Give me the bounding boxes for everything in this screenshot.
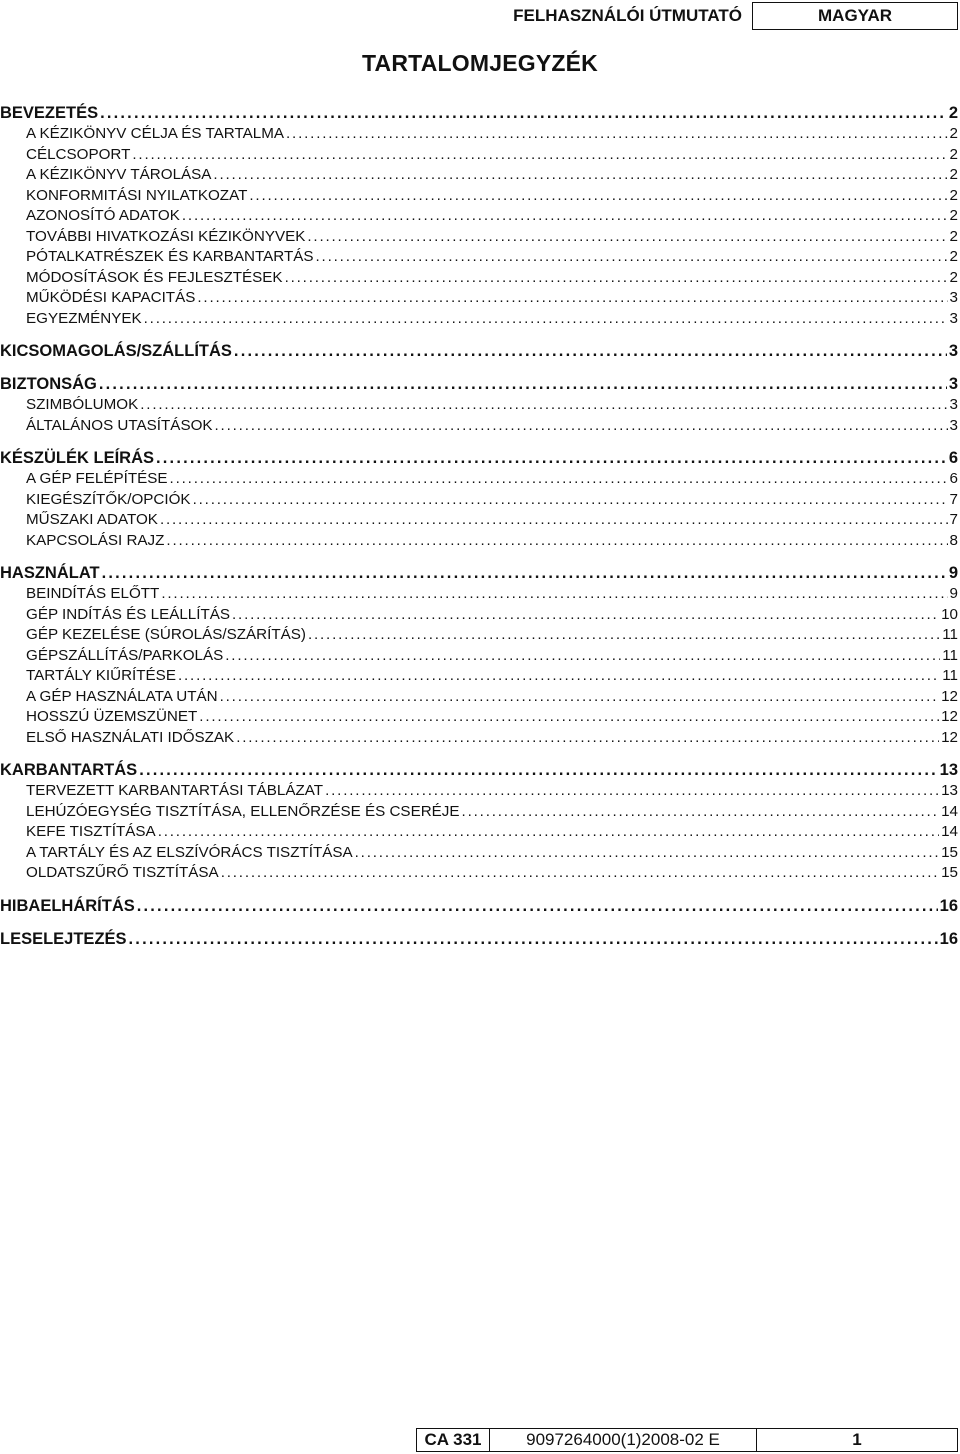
toc-entry-label: A GÉP FELÉPÍTÉSE (26, 469, 170, 490)
toc-entry-label: AZONOSÍTÓ ADATOK (26, 206, 182, 227)
toc-leader-dots (144, 309, 948, 330)
toc-section[interactable] (0, 447, 958, 469)
toc-entry-page: 15 (939, 843, 958, 864)
toc-entry-label: MÓDOSÍTÁSOK ÉS FEJLESZTÉSEK (26, 268, 285, 289)
toc-leader-dots (355, 843, 939, 864)
toc-entry-label: MŰSZAKI ADATOK (26, 510, 160, 531)
page-header (503, 2, 958, 30)
toc-entry-page: 13 (939, 781, 958, 802)
toc-entry-page: 2 (948, 145, 958, 166)
toc-leader-dots (158, 822, 939, 843)
toc-entry-page: 2 (948, 186, 958, 207)
toc-subsection[interactable] (0, 288, 958, 309)
toc-leader-dots (285, 268, 948, 289)
language-label: MAGYAR (752, 2, 958, 30)
toc-leader-dots (220, 687, 940, 708)
toc-subsection[interactable] (0, 646, 958, 667)
toc-entry-page: 11 (940, 646, 958, 667)
toc-leader-dots (160, 510, 948, 531)
toc-subsection[interactable] (0, 227, 958, 248)
toc-entry-page: 2 (948, 124, 958, 145)
toc-leader-dots (221, 863, 939, 884)
toc-section[interactable] (0, 340, 958, 362)
toc-entry-label: BEINDÍTÁS ELŐTT (26, 584, 161, 605)
toc-entry-page: 15 (939, 863, 958, 884)
toc-entry-label: KEFE TISZTÍTÁSA (26, 822, 158, 843)
toc-entry-page: 6 (948, 449, 958, 467)
toc-leader-dots (316, 247, 948, 268)
toc-leader-dots (286, 124, 948, 145)
toc-entry-page: 13 (939, 761, 958, 779)
section-gap (0, 436, 958, 447)
toc-entry-label: GÉPSZÁLLÍTÁS/PARKOLÁS (26, 646, 225, 667)
toc-entry-page: 14 (939, 822, 958, 843)
toc-leader-dots (182, 206, 948, 227)
table-of-contents (0, 102, 958, 950)
guide-title: FELHASZNÁLÓI ÚTMUTATÓ (513, 6, 742, 25)
toc-subsection[interactable] (0, 531, 958, 552)
toc-leader-dots (307, 227, 947, 248)
toc-entry-page: 2 (948, 165, 958, 186)
toc-entry-label: MŰKÖDÉSI KAPACITÁS (26, 288, 197, 309)
model-number: CA 331 (417, 1429, 490, 1451)
toc-subsection[interactable] (0, 605, 958, 626)
toc-entry-page: 3 (948, 416, 958, 437)
toc-entry-label: A TARTÁLY ÉS AZ ELSZÍVÓRÁCS TISZTÍTÁSA (26, 843, 355, 864)
toc-entry-label: HOSSZÚ ÜZEMSZÜNET (26, 707, 199, 728)
toc-leader-dots (193, 490, 948, 511)
toc-entry-page: 16 (939, 896, 958, 915)
toc-entry-page: 3 (948, 395, 958, 416)
page-footer (416, 1428, 958, 1452)
toc-leader-dots (129, 928, 938, 950)
toc-leader-dots (213, 165, 947, 186)
toc-entry-label: KIEGÉSZÍTŐK/OPCIÓK (26, 490, 193, 511)
toc-subsection[interactable] (0, 666, 958, 687)
toc-leader-dots (139, 759, 937, 781)
toc-entry-page: 12 (939, 707, 958, 728)
toc-subsection[interactable] (0, 309, 958, 330)
toc-entry-label: KAPCSOLÁSI RAJZ (26, 531, 166, 552)
toc-entry-page: 3 (948, 375, 958, 393)
toc-entry-label: A KÉZIKÖNYV TÁROLÁSA (26, 165, 213, 186)
toc-entry-page: 8 (948, 531, 958, 552)
toc-section[interactable] (0, 928, 958, 950)
toc-subsection[interactable] (0, 395, 958, 416)
toc-entry-page: 2 (948, 268, 958, 289)
toc-leader-dots (215, 416, 948, 437)
toc-subsection[interactable] (0, 416, 958, 437)
toc-subsection[interactable] (0, 687, 958, 708)
toc-subsection[interactable] (0, 490, 958, 511)
toc-entry-page: 3 (948, 309, 958, 330)
toc-leader-dots (325, 781, 939, 802)
toc-subsection[interactable] (0, 145, 958, 166)
toc-entry-page: 14 (939, 802, 958, 823)
toc-entry-label: KONFORMITÁSI NYILATKOZAT (26, 186, 249, 207)
toc-entry-page: 11 (940, 625, 958, 646)
toc-entry-page: 12 (939, 687, 958, 708)
toc-entry-label: GÉP INDÍTÁS ÉS LEÁLLÍTÁS (26, 605, 232, 626)
toc-entry-label: BEVEZETÉS (0, 104, 99, 122)
toc-subsection[interactable] (0, 247, 958, 268)
toc-entry-label: ÁLTALÁNOS UTASÍTÁSOK (26, 416, 215, 437)
toc-entry-label: A KÉZIKÖNYV CÉLJA ÉS TARTALMA (26, 124, 286, 145)
toc-entry-page: 10 (939, 605, 958, 626)
toc-entry-page: 2 (948, 247, 958, 268)
toc-subsection[interactable] (0, 781, 958, 802)
toc-entry-page: 2 (948, 206, 958, 227)
toc-subsection[interactable] (0, 625, 958, 646)
toc-entry-page: 9 (948, 584, 958, 605)
toc-entry-page: 6 (948, 469, 958, 490)
toc-leader-dots (161, 584, 947, 605)
toc-entry-label: TOVÁBBI HIVATKOZÁSI KÉZIKÖNYVEK (26, 227, 307, 248)
toc-entry-label: HIBAELHÁRÍTÁS (0, 896, 135, 915)
toc-subsection[interactable] (0, 802, 958, 823)
toc-subsection[interactable] (0, 822, 958, 843)
toc-entry-label: TERVEZETT KARBANTARTÁSI TÁBLÁZAT (26, 781, 325, 802)
section-gap (0, 884, 958, 895)
toc-entry-page: 3 (948, 342, 958, 360)
toc-entry-page: 3 (948, 288, 958, 309)
toc-entry-label: PÓTALKATRÉSZEK ÉS KARBANTARTÁS (26, 247, 316, 268)
toc-subsection[interactable] (0, 268, 958, 289)
toc-entry-page: 12 (939, 728, 958, 749)
toc-entry-label: CÉLCSOPORT (26, 145, 132, 166)
page-number: 1 (852, 1430, 862, 1449)
toc-leader-dots (232, 605, 939, 626)
section-gap (0, 551, 958, 562)
toc-leader-dots (308, 625, 940, 646)
toc-section[interactable] (0, 895, 958, 917)
toc-subsection[interactable] (0, 124, 958, 145)
toc-subsection[interactable] (0, 206, 958, 227)
section-gap (0, 748, 958, 759)
toc-leader-dots (225, 646, 940, 667)
toc-entry-label: HASZNÁLAT (0, 564, 100, 582)
toc-entry-label: KICSOMAGOLÁS/SZÁLLÍTÁS (0, 342, 232, 360)
toc-leader-dots (199, 707, 939, 728)
toc-leader-dots (99, 373, 947, 395)
toc-entry-page: 9 (948, 564, 958, 582)
toc-subsection[interactable] (0, 728, 958, 749)
toc-leader-dots (102, 562, 947, 584)
toc-entry-label: KARBANTARTÁS (0, 761, 138, 779)
toc-subsection[interactable] (0, 843, 958, 864)
section-gap (0, 917, 958, 928)
toc-entry-page: 7 (948, 510, 958, 531)
toc-entry-label: ELSŐ HASZNÁLATI IDŐSZAK (26, 728, 236, 749)
toc-subsection[interactable] (0, 186, 958, 207)
toc-section[interactable] (0, 562, 958, 584)
toc-entry-label: OLDATSZŰRŐ TISZTÍTÁSA (26, 863, 221, 884)
toc-entry-label: A GÉP HASZNÁLATA UTÁN (26, 687, 220, 708)
toc-entry-label: GÉP KEZELÉSE (SÚROLÁS/SZÁRÍTÁS) (26, 625, 308, 646)
toc-leader-dots (462, 802, 940, 823)
toc-section[interactable] (0, 373, 958, 395)
toc-entry-label: SZIMBÓLUMOK (26, 395, 140, 416)
toc-section[interactable] (0, 759, 958, 781)
toc-subsection[interactable] (0, 584, 958, 605)
toc-entry-page: 2 (948, 104, 958, 122)
toc-leader-dots (234, 340, 947, 362)
toc-subsection[interactable] (0, 510, 958, 531)
toc-leader-dots (166, 531, 947, 552)
toc-entry-label: EGYEZMÉNYEK (26, 309, 144, 330)
toc-leader-dots (156, 447, 947, 469)
toc-leader-dots (140, 395, 947, 416)
toc-leader-dots (197, 288, 947, 309)
toc-subsection[interactable] (0, 165, 958, 186)
toc-entry-page: 7 (948, 490, 958, 511)
toc-subsection[interactable] (0, 707, 958, 728)
toc-entry-page: 11 (940, 666, 958, 687)
toc-entry-label: LESELEJTEZÉS (0, 929, 127, 948)
toc-leader-dots (170, 469, 948, 490)
toc-leader-dots (178, 666, 940, 687)
toc-leader-dots (236, 728, 939, 749)
toc-subsection[interactable] (0, 469, 958, 490)
toc-section[interactable] (0, 102, 958, 124)
section-gap (0, 362, 958, 373)
toc-subsection[interactable] (0, 863, 958, 884)
toc-entry-label: TARTÁLY KIŰRÍTÉSE (26, 666, 178, 687)
toc-entry-page: 2 (948, 227, 958, 248)
toc-entry-label: KÉSZÜLÉK LEÍRÁS (0, 449, 155, 467)
toc-leader-dots (132, 145, 947, 166)
toc-entry-label: BIZTONSÁG (0, 375, 97, 393)
document-code: 9097264000(1)2008-02 E (490, 1429, 757, 1451)
page-title: TARTALOMJEGYZÉK (362, 50, 598, 76)
toc-leader-dots (100, 102, 947, 124)
toc-leader-dots (249, 186, 947, 207)
toc-leader-dots (137, 895, 938, 917)
toc-entry-label: LEHÚZÓEGYSÉG TISZTÍTÁSA, ELLENŐRZÉSE ÉS CSERÉJE (26, 802, 462, 823)
section-gap (0, 329, 958, 340)
toc-entry-page: 16 (939, 929, 958, 948)
